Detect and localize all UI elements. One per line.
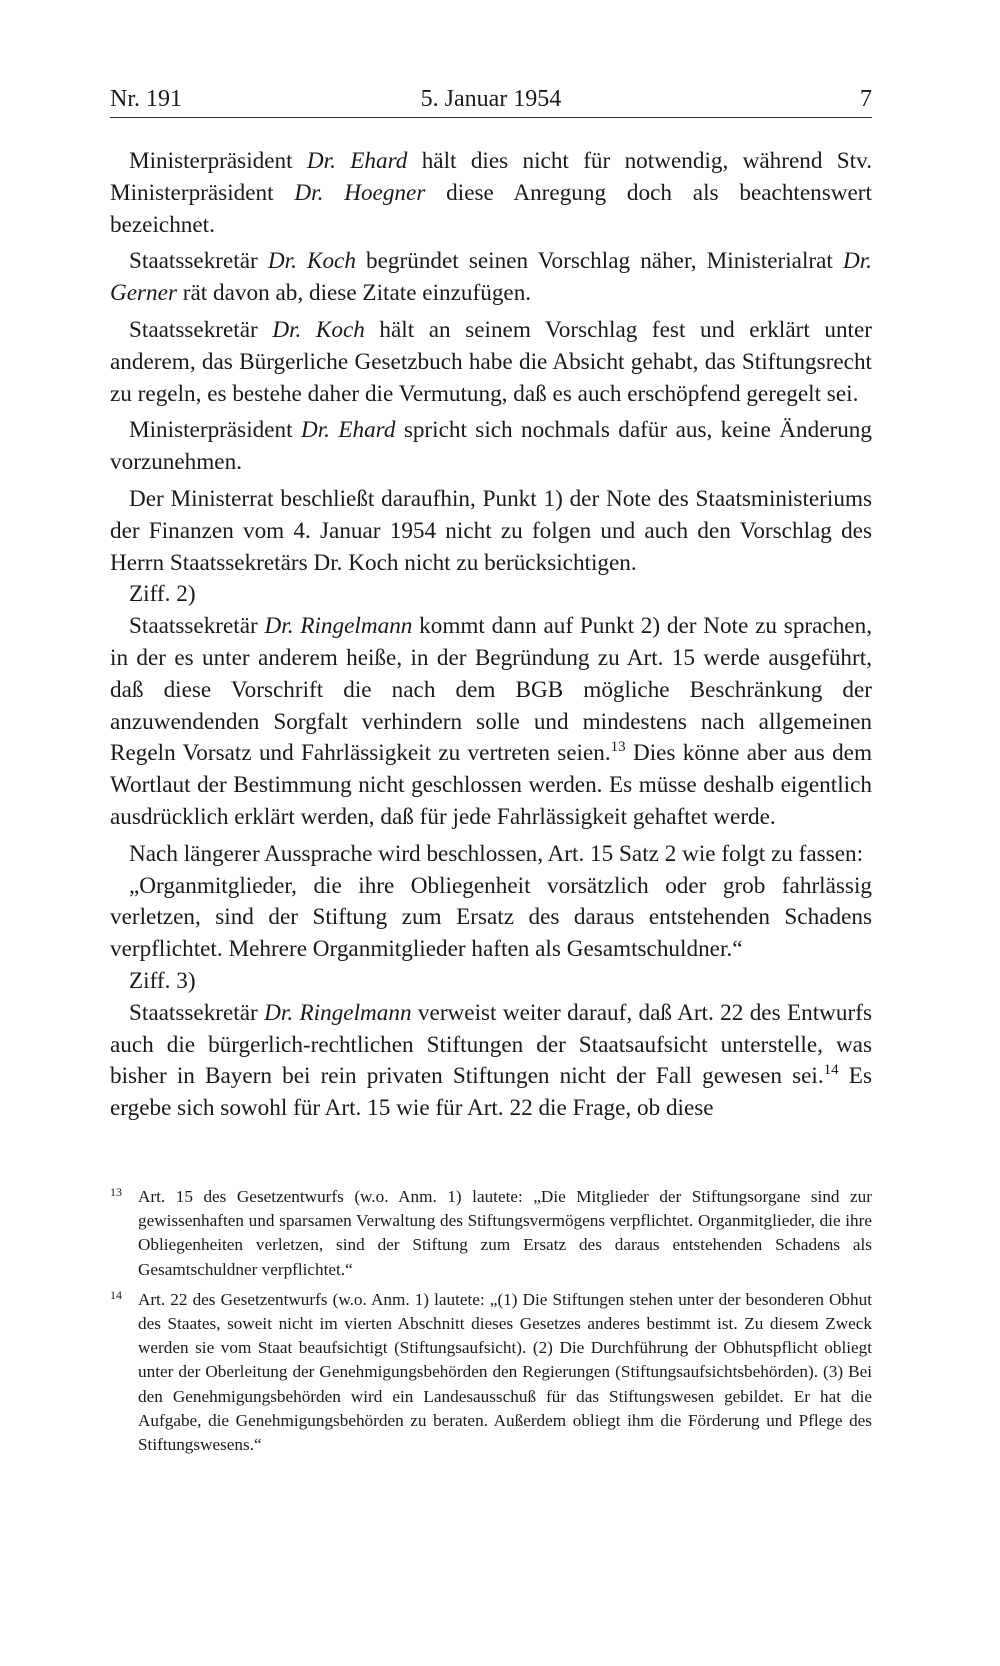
person-name: Dr. Koch bbox=[267, 248, 356, 275]
page-number: 7 bbox=[860, 86, 872, 112]
section-marker: Ziff. 3) bbox=[129, 967, 196, 994]
person-name: Dr. Koch bbox=[272, 316, 365, 343]
footnote-ref[interactable]: 13 bbox=[610, 739, 626, 756]
footnote-text: Art. 15 des Gesetzentwurfs (w.o. Anm. 1) lautete: „Die Mitglieder der Stiftungsorgane sind zur gewissenhaften und sparsamen Verwaltung des Stiftungsvermögens verpflichtet. Organmitglieder, die ihre Obliegenheiten verletzen, sind der Stiftung zum Ersatz des daraus entstehenden Schadens als Gesamtschuldner verpflichtet.“ bbox=[138, 1187, 872, 1279]
person-name: Dr. Ehard bbox=[306, 148, 408, 174]
person-name: Dr. Gerner bbox=[110, 248, 872, 307]
footnote-number: 13 bbox=[110, 1185, 122, 1199]
quoted-resolution: „Organmitglieder, die ihre Obliegenheit vorsätzlich oder grob fahrlässig verletzen, sind der Stiftung zum Ersatz des daraus entstehenden Schadens verpflichtet. Mehrere Organmitglieder haften als Gesamtschuldner.“ bbox=[110, 872, 872, 963]
document-number: Nr. 191 bbox=[110, 86, 182, 112]
section-marker: Ziff. 2) bbox=[129, 581, 196, 608]
person-name: Dr. Ehard bbox=[300, 417, 396, 444]
footnote bbox=[110, 1288, 872, 1457]
footnote bbox=[110, 1185, 872, 1282]
body-text bbox=[110, 146, 872, 1125]
footnote-number: 14 bbox=[110, 1287, 122, 1302]
paragraph: Staatssekretär Dr. Koch hält an seinem Vorschlag fest und erklärt unter anderem, das Bürgerliche Gesetzbuch habe die Absicht gehabt, das Stiftungsrecht zu regeln, es bestehe daher die Vermutung, daß es auch erschöpfend geregelt sei. bbox=[110, 316, 873, 407]
person-name: Dr. Hoegner bbox=[294, 179, 426, 206]
paragraph: Staatssekretär Dr. Ringelmann verweist weiter darauf, daß Art. 22 des Entwurfs auch die bürgerlich-rechtlichen Stiftungen der Staatsaufsicht unterstelle, was bisher in Bayern bei rein privaten Stiftungen nicht der Fall gewesen sei.$^{14}$ Es ergebe sich sowohl für Art. 15 wie für Art. 22 die Frage, ob diese bbox=[110, 999, 872, 1122]
paragraph: Staatssekretär Dr. Ringelmann kommt dann auf Punkt 2) der Note zu sprachen, in der es unter anderem heiße, in der Begründung zu Art. 15 werde ausgeführt, daß diese Vorschrift die nach dem BGB mögliche Beschränkung der anzuwendenden Sorgfalt verhindern solle und mindestens nach allgemeinen Regeln Vorsatz und Fahrlässigkeit zu vertreten seien.$^{13}$ Dies könne aber aus dem Wortlaut der Bestimmung nicht geschlossen werden. Es müsse deshalb eigentlich ausdrücklich erklärt werden, daß für jede Fahrlässigkeit gehaftet werde. bbox=[110, 613, 872, 830]
running-header bbox=[110, 84, 872, 118]
paragraph: Staatssekretär Dr. Koch begründet seinen Vorschlag näher, Ministerialrat Dr. Gerner rät davon ab, diese Zitate einzufügen. bbox=[110, 248, 872, 307]
paragraph: Ministerpräsident Dr. Ehard spricht sich nochmals dafür aus, keine Änderung vorzunehmen. bbox=[110, 417, 872, 476]
header-date: 5. Januar 1954 bbox=[420, 86, 562, 112]
paragraph: Der Ministerrat beschließt daraufhin, Punkt 1) der Note des Staatsministeriums der Finanzen vom 4. Januar 1954 nicht zu folgen und auch den Vorschlag des Herrn Staatssekretärs Dr. Koch nicht zu berücksichtigen. bbox=[110, 485, 872, 576]
person-name: Dr. Ringelmann bbox=[264, 999, 412, 1026]
header-rule bbox=[110, 117, 872, 118]
paragraph: Nach längerer Aussprache wird beschlossen, Art. 15 Satz 2 wie folgt zu fassen: bbox=[129, 840, 864, 867]
paragraph: Ministerpräsident Dr. Ehard hält dies nicht für notwendig, während Stv. Ministerpräsident Dr. Hoegner diese Anregung doch als beachtenswert bezeichnet. bbox=[110, 148, 873, 238]
footnote-ref[interactable]: 14 bbox=[823, 1062, 839, 1079]
person-name: Dr. Ringelmann bbox=[264, 613, 413, 640]
footnotes bbox=[110, 1185, 872, 1463]
footnote-text: Art. 22 des Gesetzentwurfs (w.o. Anm. 1) lautete: „(1) Die Stiftungen stehen unter der besonderen Obhut des Staates, soweit nicht im vierten Abschnitt dieses Gesetzes anderes bestimmt ist. Zu diesem Zweck werden sie vom Staat beaufsichtigt (Stiftungsaufsicht). (2) Die Durchführung der Obhutspflicht obliegt unter der Oberleitung der Genehmigungsbehörden den Regierungen (Stiftungsaufsichtsbehörden). (3) Bei den Genehmigungsbehörden wird ein Landesausschuß für das Stiftungswesen gebildet. Er hat die Aufgabe, die Genehmigungsbehörden zu beraten. Außerdem obliegt ihm die Förderung und Pflege des Stiftungswesens.“ bbox=[138, 1289, 872, 1455]
